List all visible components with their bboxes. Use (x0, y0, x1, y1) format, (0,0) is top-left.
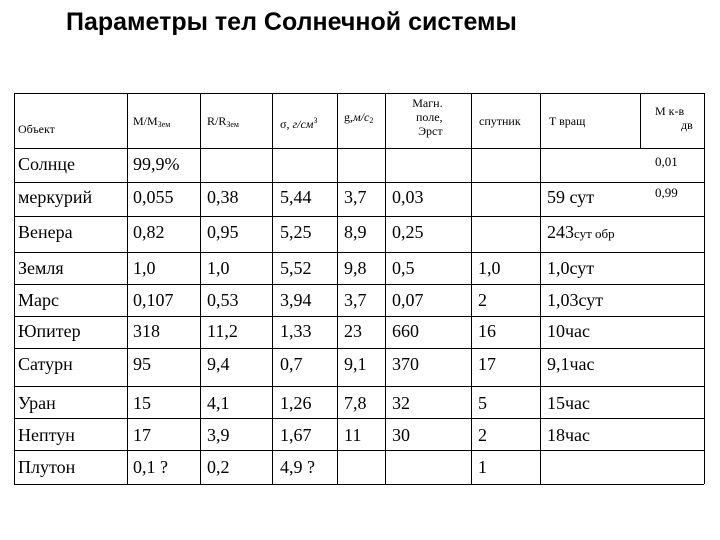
table-rule (14, 93, 15, 484)
table-rule (14, 93, 704, 94)
header-gravity-unit: м/с (353, 110, 370, 124)
table-rule (640, 93, 641, 149)
header-satellites: спутник (479, 114, 521, 128)
table-rule (14, 284, 704, 285)
table-rule (337, 93, 338, 484)
cell-name: Плутон (18, 457, 76, 477)
header-density (280, 114, 317, 131)
table-rule (272, 93, 273, 484)
cell-satellites: 2 (478, 290, 487, 310)
cell-rotation: 1,03сут (547, 290, 604, 310)
cell-satellites: 16 (478, 321, 496, 341)
cell-gravity: 9,1 (344, 354, 367, 374)
cell-mass: 0,107 (133, 290, 174, 310)
cell-mass: 1,0 (133, 258, 156, 278)
cell-name: Юпитер (18, 321, 81, 341)
cell-gravity: 3,7 (344, 290, 367, 310)
header-gravity (344, 110, 373, 128)
header-gravity-label: g, (344, 110, 353, 124)
header-magnetic-line3: Эрст (418, 124, 443, 138)
cell-magnetic: 32 (392, 393, 410, 413)
table-rule (14, 484, 704, 485)
cell-magnetic: 0,03 (392, 187, 424, 207)
cell-radius: 0,53 (207, 290, 239, 310)
cell-name: Сатурн (18, 354, 73, 374)
table-rule (14, 348, 704, 349)
header-density-label: σ, (280, 117, 293, 131)
cell-satellites: 17 (478, 354, 496, 374)
cell-rotation: 9,1час (547, 354, 595, 374)
header-gravity-exp: 2 (369, 116, 374, 125)
table-rule (14, 182, 704, 183)
cell-magnetic: 370 (392, 354, 419, 374)
table-rule (704, 93, 705, 484)
cell-mass: 0,82 (133, 222, 165, 242)
table-rule (14, 450, 704, 451)
cell-radius: 0,38 (207, 187, 239, 207)
cell-mass: 0,1 ? (133, 457, 168, 477)
cell-density: 1,67 (280, 425, 312, 445)
cell-density: 1,26 (280, 393, 312, 413)
table-rule (14, 386, 704, 387)
cell-name: Солнце (18, 154, 76, 174)
cell-rotation: 15час (547, 393, 591, 413)
header-mass (133, 114, 170, 132)
cell-name: Нептун (18, 425, 75, 445)
cell-rotation: 59 сут (547, 187, 595, 207)
header-mass-label: M/M (133, 114, 158, 128)
cell-mass: 0,055 (133, 187, 174, 207)
cell-gravity: 11 (344, 425, 362, 445)
cell-name: меркурий (18, 187, 93, 207)
cell-radius: 0,2 (207, 457, 230, 477)
header-radius-sub: Зем (226, 120, 239, 129)
table-rule (14, 252, 704, 253)
header-rotation: T вращ (549, 114, 586, 128)
cell-mass: 17 (133, 425, 151, 445)
cell-name: Уран (18, 393, 56, 413)
cell-mass: 15 (133, 393, 151, 413)
cell-rotation: 10час (547, 321, 591, 341)
cell-rotation: 18час (547, 425, 591, 445)
cell-rotation: 1,0сут (547, 258, 595, 278)
cell-radius: 9,4 (207, 354, 230, 374)
cell-satellites: 5 (478, 393, 487, 413)
cell-radius: 1,0 (207, 258, 230, 278)
cell-mass: 99,9% (133, 154, 180, 174)
cell-gravity: 3,7 (344, 187, 367, 207)
cell-magnetic: 660 (392, 321, 419, 341)
header-radius-label: R/R (207, 114, 227, 128)
cell-mass: 95 (133, 354, 151, 374)
header-magnetic (398, 96, 443, 138)
table-rule (385, 93, 386, 484)
header-density-exp: 3 (313, 116, 318, 125)
cell-satellites: 1 (478, 457, 487, 477)
cell-rotation: 243сут обр (547, 222, 615, 242)
cell-density: 4,9 ? (280, 457, 315, 477)
header-extra-line1: M к-в (655, 104, 685, 118)
cell-radius: 3,9 (207, 425, 230, 445)
cell-extra: 0,01 (655, 154, 678, 169)
cell-radius: 0,95 (207, 222, 239, 242)
cell-density: 3,94 (280, 290, 312, 310)
header-mass-sub: Зем (157, 120, 171, 129)
cell-density: 5,44 (280, 187, 312, 207)
cell-satellites: 1,0 (478, 258, 501, 278)
cell-mass: 318 (133, 321, 160, 341)
cell-magnetic: 0,5 (392, 258, 415, 278)
cell-magnetic: 30 (392, 425, 410, 445)
table-rule (14, 316, 704, 317)
page-title: Параметры тел Солнечной системы (66, 8, 517, 36)
table-rule (127, 93, 128, 484)
header-radius (207, 114, 239, 132)
cell-density: 5,25 (280, 222, 312, 242)
cell-satellites: 2 (478, 425, 487, 445)
cell-magnetic: 0,25 (392, 222, 424, 242)
cell-name: Земля (18, 258, 64, 278)
table-rule (14, 418, 704, 419)
cell-radius: 4,1 (207, 393, 230, 413)
table-rule (200, 93, 201, 484)
header-magnetic-line2: поле, (416, 110, 443, 124)
cell-extra: 0,99 (655, 185, 678, 200)
cell-name: Марс (18, 290, 59, 310)
cell-gravity: 7,8 (344, 393, 367, 413)
cell-gravity: 8,9 (344, 222, 367, 242)
cell-density: 0,7 (280, 354, 303, 374)
cell-density: 5,52 (280, 258, 312, 278)
cell-gravity: 9,8 (344, 258, 367, 278)
cell-gravity: 23 (344, 321, 362, 341)
cell-name: Венера (18, 222, 73, 242)
header-density-unit: г/см (292, 117, 314, 131)
header-object: Объект (18, 122, 55, 136)
header-magnetic-line1: Магн. (412, 96, 443, 110)
table-rule (14, 148, 704, 149)
cell-magnetic: 0,07 (392, 290, 424, 310)
cell-radius: 11,2 (207, 321, 238, 341)
header-extra-line2: дв (681, 118, 693, 132)
table-rule (471, 93, 472, 484)
cell-rotation-suffix: сут обр (574, 226, 615, 241)
cell-density: 1,33 (280, 321, 312, 341)
header-extra (655, 104, 693, 132)
table-rule (540, 93, 541, 484)
table-rule (14, 216, 704, 217)
